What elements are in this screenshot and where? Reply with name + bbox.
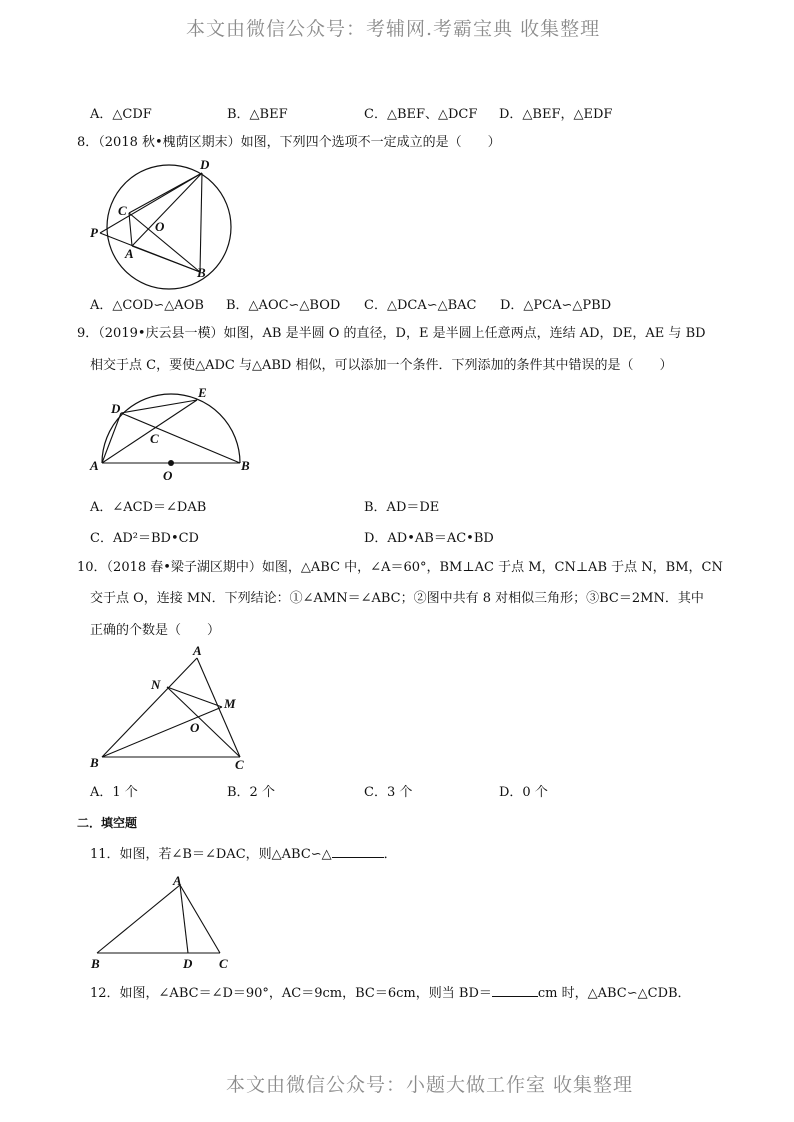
q10-option-c: C．3 个	[364, 785, 413, 800]
q8-line-ca	[129, 213, 132, 246]
q9-label-d: D	[111, 401, 121, 416]
q9-label-e: E	[198, 385, 207, 400]
q9-option-c: C．AD²＝BD•CD	[90, 531, 199, 546]
q11-stem	[90, 845, 397, 864]
q10-stem-line3: 正确的个数是（ ）	[90, 623, 221, 638]
q7-option-b: B．△BEF	[227, 107, 288, 122]
q8-option-b: B．△AOC∽△BOD	[226, 298, 341, 313]
q8-figure	[80, 155, 280, 285]
q10-label-a: A	[193, 643, 202, 658]
q11-label-d: D	[183, 956, 193, 971]
q8-label-d: D	[200, 157, 210, 172]
q9-center-point	[168, 460, 174, 466]
q8-line-da	[132, 173, 202, 246]
q11-label-a: A	[173, 873, 182, 888]
q7-option-c: C．△BEF、△DCF	[364, 107, 478, 122]
q8-line-cb	[129, 213, 200, 272]
q12-answer-blank[interactable]	[492, 984, 538, 997]
q10-option-a: A．1 个	[90, 785, 138, 800]
q9-label-o: O	[163, 468, 173, 483]
q8-line-cd	[129, 173, 202, 213]
q8-label-b: B	[197, 265, 206, 280]
section-heading-fill-in: 二．填空题	[77, 816, 138, 830]
q9-figure	[85, 385, 265, 485]
q11-figure	[85, 870, 245, 975]
q8-line-ab	[132, 246, 200, 272]
watermark-top: 本文由微信公众号：考辅网.考霸宝典 收集整理	[186, 18, 601, 40]
q10-line-bm	[102, 707, 222, 757]
q8-label-o: O	[155, 219, 165, 234]
q10-label-m: M	[224, 696, 236, 711]
q8-option-a: A．△COD∽△AOB	[90, 298, 204, 313]
q10-stem-line1: 10．（2018 春•梁子湖区期中）如图，△ABC 中，∠A＝60°，BM⊥AC 于点 M，CN⊥AB 于点 N，BM，CN	[77, 560, 723, 575]
q9-stem-line1: 9．（2019•庆云县一模）如图，AB 是半圆 O 的直径，D，E 是半圆上任意两点，连结 AD，DE，AE 与 BD	[77, 326, 706, 341]
q11-side-ab	[97, 885, 180, 953]
q12-stem-end: cm 时，△ABC∽△CDB．	[537, 986, 691, 1001]
q10-label-n: N	[151, 677, 161, 692]
q9-stem-line2: 相交于点 C，要使△ADC 与△ABD 相似，可以添加一个条件．下列添加的条件其中错误的是（ ）	[90, 358, 673, 373]
q11-stem-text: 11．如图，若∠B＝∠DAC，则△ABC∽△	[90, 847, 332, 862]
q11-label-b: B	[91, 956, 100, 971]
q9-label-c: C	[150, 431, 159, 446]
q9-label-a: A	[90, 458, 99, 473]
q8-option-d: D．△PCA∽△PBD	[500, 298, 612, 313]
q10-figure	[85, 640, 255, 775]
q8-circle	[107, 165, 231, 289]
q8-label-c: C	[118, 203, 127, 218]
q7-option-a: A．△CDF	[90, 107, 152, 122]
watermark-bottom: 本文由微信公众号：小题大做工作室 收集整理	[226, 1074, 634, 1096]
q9-line-de	[121, 400, 197, 413]
q10-stem-line2: 交于点 O，连接 MN．下列结论：①∠AMN＝∠ABC；②图中共有 8 对相似三角形；③BC＝2MN．其中	[90, 591, 704, 606]
q11-label-c: C	[219, 956, 228, 971]
q12-stem	[90, 984, 691, 1003]
q8-line-db	[200, 173, 202, 272]
q11-stem-end: ．	[383, 847, 397, 862]
q10-label-o: O	[190, 720, 200, 735]
q10-label-c: C	[235, 757, 244, 772]
q8-label-p: P	[90, 225, 98, 240]
q8-option-c: C．△DCA∽△BAC	[364, 298, 477, 313]
q12-stem-text: 12．如图，∠ABC＝∠D＝90°，AC＝9cm，BC＝6cm，则当 BD＝	[90, 986, 492, 1001]
q8-stem: 8．（2018 秋•槐荫区期末）如图，下列四个选项不一定成立的是（ ）	[77, 135, 501, 150]
q9-label-b: B	[241, 458, 250, 473]
q11-answer-blank[interactable]	[332, 845, 384, 858]
q10-label-b: B	[90, 755, 99, 770]
q10-option-d: D．0 个	[499, 785, 548, 800]
q11-line-ad	[180, 885, 188, 953]
q7-option-d: D．△BEF，△EDF	[499, 107, 613, 122]
q9-option-d: D．AD•AB＝AC•BD	[364, 531, 494, 546]
q8-label-a: A	[125, 246, 134, 261]
q9-option-b: B．AD＝DE	[364, 500, 440, 515]
q11-side-ac	[180, 885, 220, 953]
q9-line-ad	[102, 413, 121, 463]
q10-option-b: B．2 个	[227, 785, 275, 800]
q10-side-ab	[102, 658, 197, 757]
q9-option-a: A．∠ACD＝∠DAB	[90, 500, 207, 515]
